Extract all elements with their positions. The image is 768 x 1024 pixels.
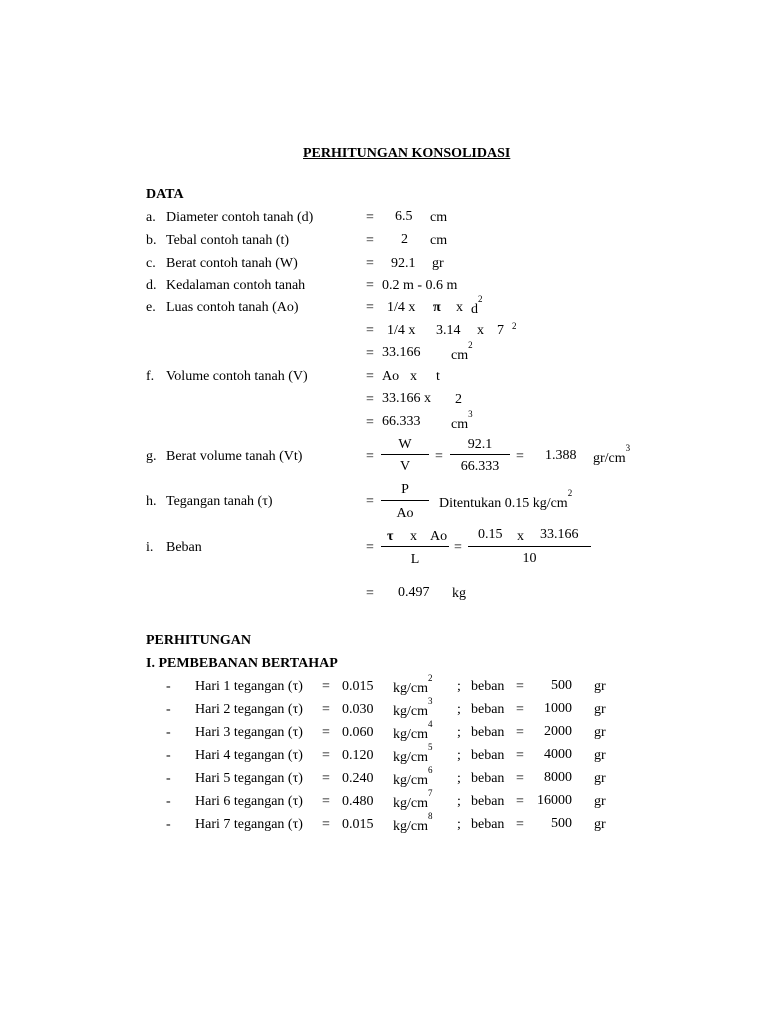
row-beban-label: beban (471, 748, 505, 763)
item-g-numerator-2: 92.1 (467, 437, 493, 452)
item-a-value: 6.5 (395, 209, 413, 224)
row-equals: = (322, 702, 330, 717)
item-c-label: Berat contoh tanah (W) (166, 256, 298, 271)
row-beban-label: beban (471, 771, 505, 786)
row-dash: - (166, 748, 171, 763)
row-equals: = (322, 725, 330, 740)
row-beban-label: beban (471, 725, 505, 740)
row-beban-label: beban (471, 702, 505, 717)
row-label: Hari 5 tegangan (τ) (195, 771, 303, 786)
item-h-denominator: Ao (396, 506, 414, 521)
item-g-denominator: V (399, 459, 411, 474)
item-i-unit: kg (452, 586, 466, 601)
fraction-bar (381, 454, 429, 455)
equals-sign: = (366, 369, 374, 384)
row-separator: ; (457, 771, 461, 786)
row-label: Hari 3 tegangan (τ) (195, 725, 303, 740)
item-d-letter: d. (146, 278, 157, 293)
item-e-area-value: 33.166 (382, 345, 421, 360)
row-beban-equals: = (516, 702, 524, 717)
item-e-pi-value: 3.14 (436, 323, 461, 338)
item-f-volume-unit: $cm^3$ (451, 409, 473, 432)
data-heading: DATA (146, 187, 184, 202)
equals-sign: = (366, 449, 374, 464)
equals-sign: = (366, 346, 374, 361)
row-beban-unit: gr (594, 771, 606, 786)
item-f-t: t (436, 369, 440, 384)
fraction-bar (381, 546, 449, 547)
item-i-result: 0.497 (398, 585, 430, 600)
item-f-volume-value: 66.333 (382, 414, 421, 429)
perhitungan-heading: PERHITUNGAN (146, 633, 252, 648)
row-label: Hari 2 tegangan (τ) (195, 702, 303, 717)
item-f-ao: Ao (382, 369, 400, 384)
item-g-numerator: W (398, 437, 412, 452)
equals-sign: = (366, 540, 374, 555)
equals-sign: = (435, 449, 443, 464)
row-stress-unit: $kg/cm^5$ (393, 742, 433, 765)
row-beban-unit: gr (594, 748, 606, 763)
item-i-letter: i. (146, 540, 154, 555)
item-i-tau: τ (387, 529, 394, 544)
row-beban-label: beban (471, 679, 505, 694)
row-stress-value: 0.060 (342, 725, 374, 740)
equals-sign: = (366, 494, 374, 509)
row-beban-equals: = (516, 794, 524, 809)
row-label: Hari 6 tegangan (τ) (195, 794, 303, 809)
item-g-result: 1.388 (545, 448, 577, 463)
row-label: Hari 1 tegangan (τ) (195, 679, 303, 694)
row-label: Hari 4 tegangan (τ) (195, 748, 303, 763)
item-i-times-2: x (517, 529, 524, 544)
row-dash: - (166, 679, 171, 694)
row-equals: = (322, 679, 330, 694)
item-e-quarter: 1/4 x (387, 300, 416, 315)
row-beban-value: 16000 (537, 793, 572, 808)
equals-sign: = (366, 392, 374, 407)
row-beban-unit: gr (594, 725, 606, 740)
item-h-numerator: P (401, 482, 409, 497)
row-separator: ; (457, 725, 461, 740)
item-i-times: x (410, 529, 417, 544)
row-stress-unit: $kg/cm^8$ (393, 811, 433, 834)
row-separator: ; (457, 794, 461, 809)
row-beban-equals: = (516, 679, 524, 694)
row-beban-unit: gr (594, 679, 606, 694)
row-separator: ; (457, 702, 461, 717)
row-beban-value: 500 (551, 816, 572, 831)
item-g-letter: g. (146, 449, 157, 464)
row-beban-unit: gr (594, 794, 606, 809)
row-stress-value: 0.015 (342, 817, 374, 832)
row-beban-value: 4000 (544, 747, 572, 762)
item-g-label: Berat volume tanah (Vt) (166, 449, 303, 464)
row-stress-unit: $kg/cm^7$ (393, 788, 433, 811)
row-stress-unit: $kg/cm^6$ (393, 765, 433, 788)
item-a-unit: cm (430, 210, 448, 225)
item-b-unit: cm (430, 233, 448, 248)
equals-sign: = (366, 300, 374, 315)
item-b-letter: b. (146, 233, 157, 248)
row-beban-value: 2000 (544, 724, 572, 739)
equals-sign: = (366, 278, 374, 293)
item-c-unit: gr (432, 256, 444, 271)
item-d-label: Kedalaman contoh tanah (166, 278, 306, 293)
equals-sign: = (366, 586, 374, 601)
item-i-area: 33.166 (540, 527, 579, 542)
row-dash: - (166, 702, 171, 717)
row-label: Hari 7 tegangan (τ) (195, 817, 303, 832)
row-beban-label: beban (471, 794, 505, 809)
item-h-label: Tegangan tanah (τ) (166, 494, 273, 509)
item-e-label: Luas contoh tanah (Ao) (166, 300, 299, 315)
row-equals: = (322, 748, 330, 763)
item-h-letter: h. (146, 494, 157, 509)
item-f-area: 33.166 x (382, 391, 431, 406)
item-e-times: x (456, 300, 463, 315)
item-e-diameter: 7 (497, 323, 504, 338)
row-stress-unit: $kg/cm^3$ (393, 696, 433, 719)
item-f-times: x (410, 369, 417, 384)
item-f-thickness: 2 (455, 392, 462, 407)
fraction-bar (468, 546, 591, 547)
item-f-letter: f. (146, 369, 155, 384)
item-d-value: 0.2 m - 0.6 m (382, 278, 458, 293)
item-i-label: Beban (166, 540, 202, 555)
row-separator: ; (457, 679, 461, 694)
row-stress-unit: $kg/cm^2$ (393, 673, 433, 696)
item-i-stress: 0.15 (478, 527, 503, 542)
equals-sign: = (366, 256, 374, 271)
row-beban-equals: = (516, 748, 524, 763)
item-e-area-unit: $cm^2$ (451, 340, 473, 363)
item-e-pi: π (433, 300, 441, 315)
equals-sign: = (366, 233, 374, 248)
item-f-label: Volume contoh tanah (V) (166, 369, 308, 384)
item-h-note: Ditentukan 0.15 $kg/cm^2$ (439, 488, 573, 511)
row-beban-label: beban (471, 817, 505, 832)
row-separator: ; (457, 748, 461, 763)
equals-sign: = (366, 323, 374, 338)
row-equals: = (322, 771, 330, 786)
row-dash: - (166, 817, 171, 832)
item-c-letter: c. (146, 256, 156, 271)
row-beban-value: 500 (551, 678, 572, 693)
row-dash: - (166, 725, 171, 740)
item-b-value: 2 (401, 232, 408, 247)
item-i-ao: Ao (430, 529, 448, 544)
item-i-denominator: L (410, 552, 420, 567)
item-c-value: 92.1 (391, 256, 416, 271)
row-equals: = (322, 817, 330, 832)
row-beban-value: 8000 (544, 770, 572, 785)
item-e-quarter-2: 1/4 x (387, 323, 416, 338)
equals-sign: = (454, 540, 462, 555)
section-heading: I. PEMBEBANAN BERTAHAP (146, 656, 338, 671)
row-stress-value: 0.240 (342, 771, 374, 786)
row-dash: - (166, 794, 171, 809)
equals-sign: = (366, 210, 374, 225)
equals-sign: = (516, 449, 524, 464)
row-stress-value: 0.030 (342, 702, 374, 717)
equals-sign: = (366, 415, 374, 430)
row-beban-equals: = (516, 771, 524, 786)
row-stress-value: 0.015 (342, 679, 374, 694)
item-a-letter: a. (146, 210, 156, 225)
row-beban-equals: = (516, 817, 524, 832)
item-e-times-2: x (477, 323, 484, 338)
item-a-label: Diameter contoh tanah (d) (166, 210, 314, 225)
row-stress-value: 0.120 (342, 748, 374, 763)
item-b-label: Tebal contoh tanah (t) (166, 233, 290, 248)
row-stress-value: 0.480 (342, 794, 374, 809)
row-beban-equals: = (516, 725, 524, 740)
row-dash: - (166, 771, 171, 786)
item-i-denominator-2: 10 (522, 551, 537, 566)
item-g-denominator-2: 66.333 (460, 459, 500, 474)
row-equals: = (322, 794, 330, 809)
row-beban-unit: gr (594, 817, 606, 832)
item-e-d: $d^2$ (471, 294, 483, 317)
item-e-letter: e. (146, 300, 156, 315)
row-stress-unit: $kg/cm^4$ (393, 719, 433, 742)
item-g-unit: $gr/cm^3$ (593, 443, 631, 466)
page-title: PERHITUNGAN KONSOLIDASI (303, 146, 511, 161)
item-e-exponent: 2 (512, 321, 517, 331)
fraction-bar (381, 500, 429, 501)
row-separator: ; (457, 817, 461, 832)
row-beban-value: 1000 (544, 701, 572, 716)
fraction-bar (450, 454, 510, 455)
row-beban-unit: gr (594, 702, 606, 717)
